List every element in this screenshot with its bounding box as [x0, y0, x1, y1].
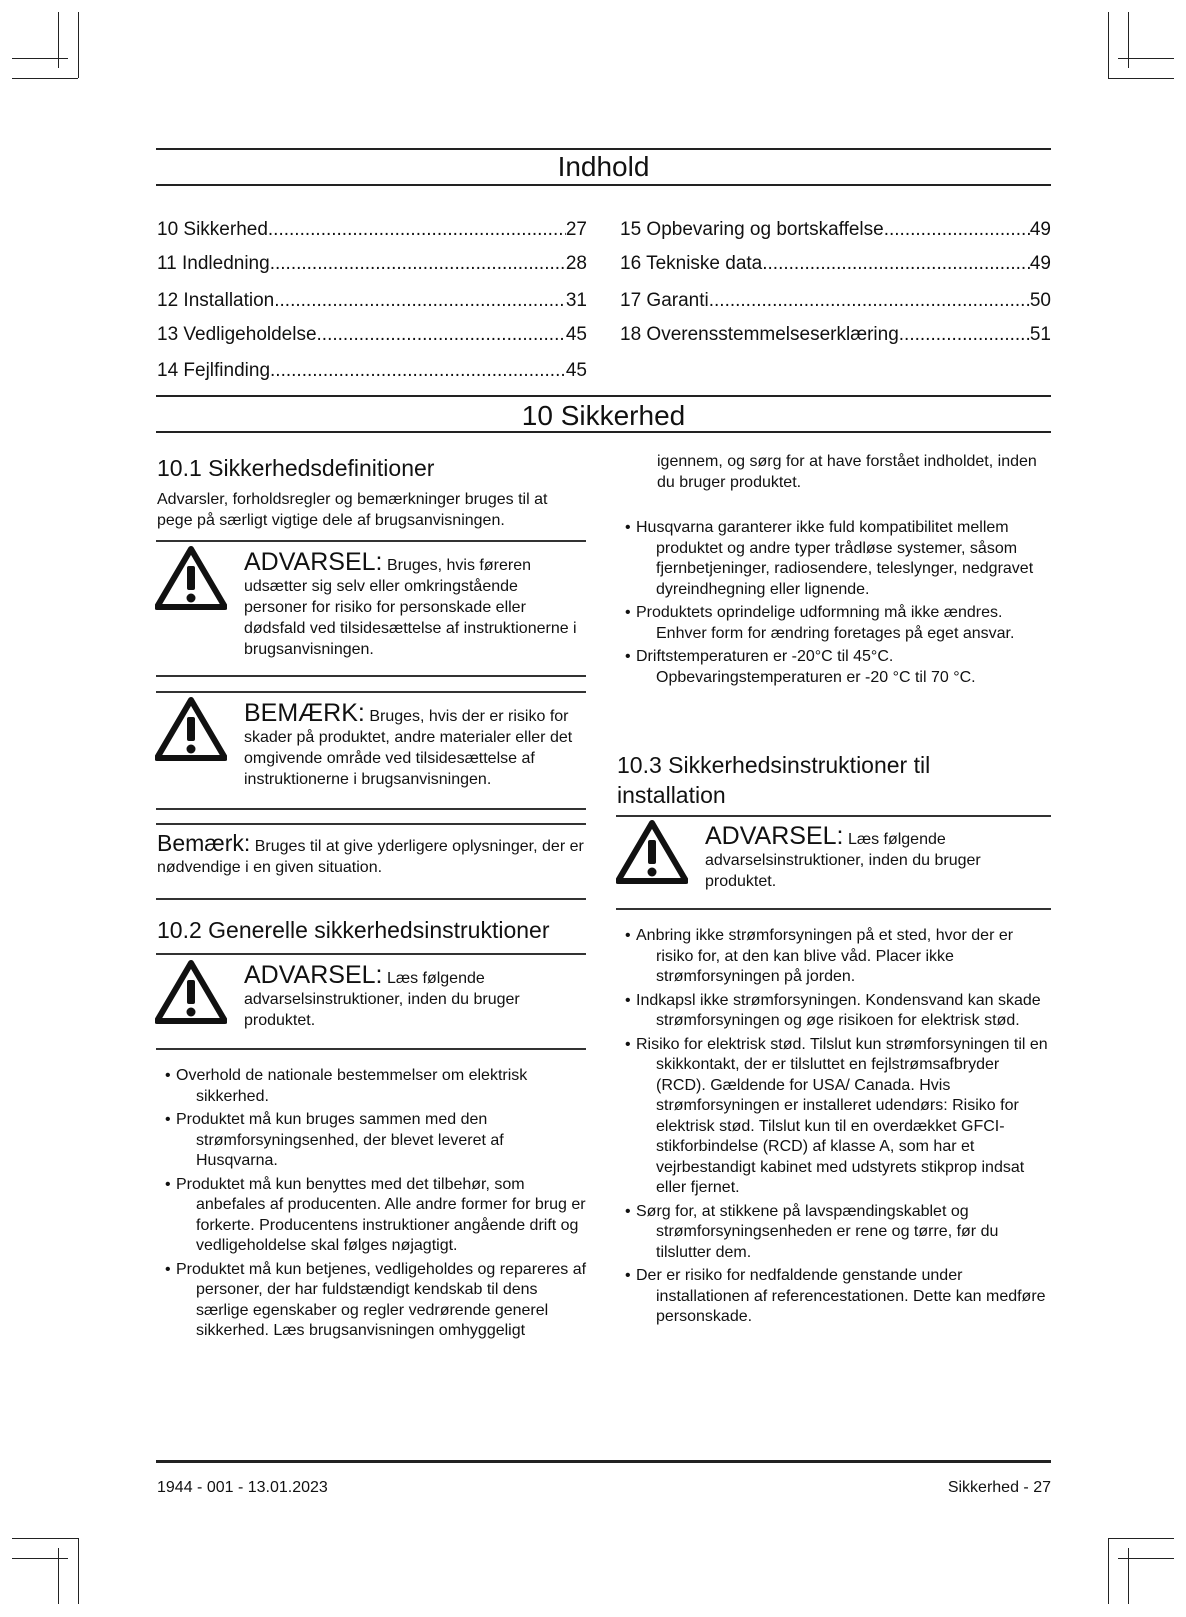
- warning-icon: [155, 546, 227, 610]
- box-rule: [156, 1048, 586, 1050]
- warning-keyword: ADVARSEL:: [705, 822, 844, 850]
- installation-warning: [705, 823, 1025, 892]
- warning-definition-text: Bruges, hvis føreren udsætter sig selv eller omkringstående personer for risiko for personskade eller dødsfald ved tilsidesættelse af instruktionerne i brugsanvisningen.: [244, 557, 577, 658]
- toc-entry[interactable]: 13 Vedligeholdelse ..... 45: [157, 323, 587, 347]
- list-item: • Produktet må kun benyttes med det tilbehør, som anbefales af producenten. Alle andre former for brug er forkerte. Producentens instruktioner angående drift og vedligeholdelse skal følges nøjagtigt.: [165, 1175, 586, 1254]
- page-number: 27: [1033, 1479, 1051, 1496]
- box-rule: [156, 540, 586, 542]
- box-rule: [616, 908, 1051, 910]
- installation-warning-text: Læs følgende advarselsinstruktioner, inden du bruger produktet.: [705, 831, 981, 890]
- heading-10-3: 10.3 Sikkerhedsinstruktioner til installation: [617, 752, 931, 808]
- warning-icon: [616, 820, 688, 884]
- toc-entry[interactable]: 16 Tekniske data ..... 49: [620, 252, 1051, 276]
- list-item: • Indkapsl ikke strømforsyningen. Kondensvand kan skade strømforsyningen og øge risikoen for elektrisk stød.: [625, 991, 1041, 1029]
- warning-definition: [244, 549, 584, 660]
- note-definition-text: Bruges til at give yderligere oplysninger, der er nødvendige i en given situation.: [157, 838, 584, 876]
- list-item: • Driftstemperaturen er -20°C til 45°C. Opbevaringstemperaturen er -20 °C til 70 °C.: [625, 648, 976, 686]
- box-rule: [156, 823, 586, 825]
- toc-entry[interactable]: 18 Overensstemmelseserklæring ..... 51: [620, 323, 1051, 347]
- installation-safety-list: [614, 926, 1051, 1331]
- page-title: Indhold: [557, 151, 650, 182]
- note-definition: [157, 830, 587, 878]
- box-rule: [156, 953, 586, 955]
- list-item: • Overhold de nationale bestemmelser om elektrisk sikkerhed.: [165, 1067, 528, 1105]
- list-item: • Produktet må kun betjenes, vedligeholdes og repareres af personer, der har fuldstændigt kendskab til dens særlige egenskaber og regler vedrørende generel sikkerhed. Læs brugsanvisningen omhyggeligt: [165, 1260, 587, 1339]
- footer-rule: [156, 1460, 1051, 1463]
- general-warning: [244, 962, 574, 1031]
- general-safety-list: [154, 1066, 589, 1345]
- heading-10-1: 10.1 Sikkerhedsdefinitioner: [157, 455, 435, 481]
- list-item: • Sørg for, at stikkene på lavspændingskablet og strømforsyningsenheden er rene og tørre, før du tilslutter dem.: [625, 1202, 999, 1261]
- warning-icon: [155, 960, 227, 1024]
- intro-paragraph: Advarsler, forholdsregler og bemærkninger bruges til at pege på særligt vigtige dele af brugsanvisningen.: [157, 491, 548, 529]
- warning-keyword: ADVARSEL:: [244, 961, 383, 989]
- toc-entry[interactable]: 14 Fejlfinding ..... 45: [157, 359, 587, 383]
- box-rule: [156, 675, 586, 677]
- note-keyword: Bemærk:: [157, 830, 251, 856]
- caution-definition-text: Bruges, hvis der er risiko for skader på produktet, andre materialer eller det omgivende område ved tilsidesættelse af instruktionerne i brugsanvisningen.: [244, 708, 573, 788]
- caution-definition: [244, 700, 589, 790]
- list-item: • Produktets oprindelige udformning må ikke ændres. Enhver form for ændring foretages på eget ansvar.: [625, 604, 1015, 642]
- toc-entry[interactable]: 17 Garanti ..... 50: [620, 289, 1051, 313]
- box-rule: [156, 808, 586, 810]
- box-rule: [616, 815, 1051, 817]
- caution-icon: [155, 697, 227, 761]
- list-item: • Risiko for elektrisk stød. Tilslut kun strømforsyningen til en skikkontakt, der er tilsluttet en fejlstrømsafbryder (RCD). Gældende for USA/ Canada. Hvis strømforsyningen er installeret udendørs: Risiko for elektrisk stød. Tilslut kun til en overdækket GFCI-stikforbindelse (RCD) af klasse A, som har et vejrbestandigt kabinet med udstyrets stikprop indsat eller fjernet.: [625, 1035, 1048, 1196]
- page-footer: Sikkerhed - 27: [947, 1479, 1051, 1496]
- caution-keyword: BEMÆRK:: [244, 699, 365, 727]
- list-item: • Der er risiko for nedfaldende genstande under installationen af referencestationen. Dette kan medføre personskade.: [625, 1267, 1046, 1325]
- section-title: 10 Sikkerhed: [521, 400, 686, 431]
- toc-entry[interactable]: 12 Installation ..... 31: [157, 289, 587, 313]
- title-rule-bottom: [156, 184, 1051, 186]
- general-warning-text: Læs følgende advarselsinstruktioner, inden du bruger produktet.: [244, 970, 520, 1029]
- document-id: 1944 - 001 - 13.01.2023: [157, 1479, 328, 1496]
- warning-keyword: ADVARSEL:: [244, 548, 383, 576]
- toc-entry[interactable]: 11 Indledning ..... 28: [157, 252, 587, 276]
- box-rule: [156, 898, 586, 900]
- toc-entry[interactable]: 10 Sikkerhed ..... 27: [157, 218, 587, 242]
- list-item: • Husqvarna garanterer ikke fuld kompatibilitet mellem produktet og andre typer trådløse systemer, såsom fjernbetjeninger, radiosendere, teleslynger, nedgravet dyreindhegning eller lignende.: [625, 519, 1034, 598]
- list-item: • Anbring ikke strømforsyningen på et sted, hvor der er risiko for, at den kan blive våd. Placer ikke strømforsyningen på jorden.: [625, 927, 1014, 985]
- list-item: • Produktet må kun bruges sammen med den strømforsyningsenhed, der blevet leveret af Husqvarna.: [165, 1111, 504, 1169]
- toc-entry[interactable]: 15 Opbevaring og bortskaffelse ..... 49: [620, 218, 1051, 242]
- section-rule-bottom: [156, 431, 1051, 433]
- heading-10-2: 10.2 Generelle sikkerhedsinstruktioner: [157, 917, 550, 943]
- box-rule: [156, 691, 586, 693]
- list-continuation: igennem, og sørg for at have forstået indholdet, inden du bruger produktet.: [657, 453, 1037, 491]
- section-rule-top: [156, 395, 1051, 397]
- general-safety-list-continued: [614, 518, 1051, 691]
